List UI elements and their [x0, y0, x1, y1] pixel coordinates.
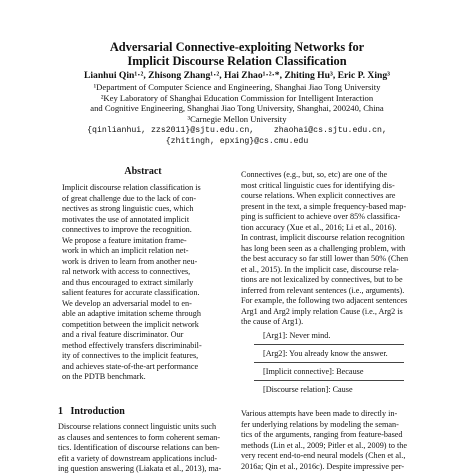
abstract-heading: Abstract: [124, 166, 162, 177]
example-arg1: [Arg1]: Never mind.: [263, 331, 331, 340]
text-line: work in which an implicit relation net-: [62, 246, 189, 255]
example-divider: [254, 380, 404, 381]
abstract-body: [62, 183, 225, 383]
text-line: In contrast, implicit discourse relation recognition: [241, 233, 405, 242]
email-line: {qinlianhui, zzs2011}@sjtu.edu.cn, zhaohai@cs.sjtu.edu.cn,: [87, 126, 387, 135]
text-line: ing question answering (Liakata et al., 2013), ma-: [58, 464, 222, 473]
text-line: tion accuracy (Xue et al., 2016; Li et al., 2016).: [241, 222, 397, 232]
text-line: present in the text, a simple frequency-based map-: [241, 201, 407, 211]
text-line: very recent end-to-end neural models (Chen et al.,: [241, 451, 406, 460]
text-line: inferred from relevant sentences (i.e., arguments).: [241, 285, 405, 295]
section-heading: 1 Introduction: [58, 406, 125, 417]
text-line: of great challenge due to the lack of con-: [62, 193, 197, 203]
text-line: efit a variety of downstream applications includ-: [58, 453, 218, 463]
text-line: We develop an adversarial model to en-: [62, 298, 192, 308]
text-line: tions are not lexicalized by connectives, but to be: [241, 275, 403, 284]
affiliation-line: ²Key Laboratory of Shanghai Education Commission for Intelligent Interaction: [100, 92, 374, 103]
text-line: on the PDTB benchmark.: [62, 372, 146, 381]
text-line: and achieves state-of-the-art performance: [62, 361, 199, 371]
text-line: ral network with access to connectives,: [62, 267, 191, 276]
text-line: tics. Identification of discourse relations can ben-: [58, 443, 220, 452]
paper-title: [0, 40, 474, 68]
example-relation: [Discourse relation]: Cause: [263, 385, 353, 394]
title-line-1: Adversarial Connective-exploiting Networks for: [109, 40, 365, 54]
text-line: fer underlying relations by modeling the seman-: [241, 419, 399, 429]
text-line: course relations. When explicit connectives are: [241, 191, 396, 200]
text-line: Various attempts have been made to directly in-: [241, 409, 398, 418]
right-column-paragraph: [241, 170, 415, 328]
text-line: 2016a; Qin et al., 2016c). Despite impressive per-: [241, 461, 405, 471]
text-line: as clauses and sentences to form coherent seman-: [58, 432, 221, 442]
example-divider: [254, 344, 404, 345]
text-line: methods (Lin et al., 2009; Pitler et al., 2009) to the: [241, 440, 407, 450]
text-line: Implicit discourse relation classification is: [62, 183, 201, 192]
text-line: motivates the use of annotated implicit: [62, 214, 190, 224]
emails: [0, 126, 474, 147]
email-line: {zhitingh, epxing}@cs.cmu.edu: [165, 136, 309, 146]
text-line: ping is sufficient to achieve over 85% classifica-: [241, 212, 401, 221]
text-line: Connectives (e.g., but, so, etc) are one of the: [241, 170, 388, 179]
text-line: work is driven to learn from another neu-: [62, 256, 198, 266]
affiliation-line: ³Carnegie Mellon University: [187, 113, 287, 124]
text-line: and a rival feature discriminator. Our: [62, 330, 184, 339]
text-line: et al., 2015). In the implicit case, discourse rela-: [241, 264, 399, 274]
text-line: the cause of Arg1).: [241, 317, 304, 326]
affiliation-line: ¹Department of Computer Science and Engineering, Shanghai Jiao Tong University: [93, 82, 381, 92]
authors: Lianhui Qin¹·², Zhisong Zhang¹·², Hai Zhao¹·²·*, Zhiting Hu³, Eric P. Xing³: [83, 70, 391, 81]
title-line-2: Implicit Discourse Relation Classification: [127, 54, 347, 68]
right-column-paragraph-2: [241, 409, 415, 472]
example-divider: [254, 362, 404, 363]
affiliation-line: and Cognitive Engineering, Shanghai Jiao Tong University, Shanghai, 200240, China: [90, 103, 384, 114]
example-connective: [Implicit connective]: Because: [263, 367, 364, 376]
text-line: method effectively transfers discriminabil-: [62, 340, 202, 350]
text-line: connectives to improve the recognition.: [62, 225, 192, 234]
text-line: For example, the following two adjacent sentences: [241, 296, 408, 305]
text-line: salient features for accurate classification.: [62, 288, 200, 297]
text-line: able an adaptive imitation scheme through: [62, 309, 201, 318]
text-line: the best accuracy so far still lower than 50% (Chen: [241, 254, 409, 263]
text-line: We propose a feature imitation frame-: [62, 235, 187, 245]
text-line: nectives as strong linguistic cues, which: [62, 204, 194, 213]
text-line: has long been seen as a challenging problem, with: [241, 243, 406, 253]
example-arg2: [Arg2]: You already know the answer.: [263, 349, 388, 358]
affiliations: [0, 82, 474, 124]
introduction-body: [58, 422, 228, 475]
text-line: and thus encouraged to extract similarly: [62, 277, 194, 287]
text-line: Discourse relations connect linguistic units such: [58, 422, 217, 431]
text-line: competition between the implicit network: [62, 319, 199, 329]
text-line: ity of connectives to the implicit features,: [62, 351, 199, 360]
text-line: Arg1 and Arg2 imply relation Cause (i.e., Arg2 is: [241, 306, 403, 316]
text-line: most critical linguistic cues for identifying dis-: [241, 180, 395, 190]
text-line: tics of the arguments, ranging from feature-based: [241, 430, 403, 439]
